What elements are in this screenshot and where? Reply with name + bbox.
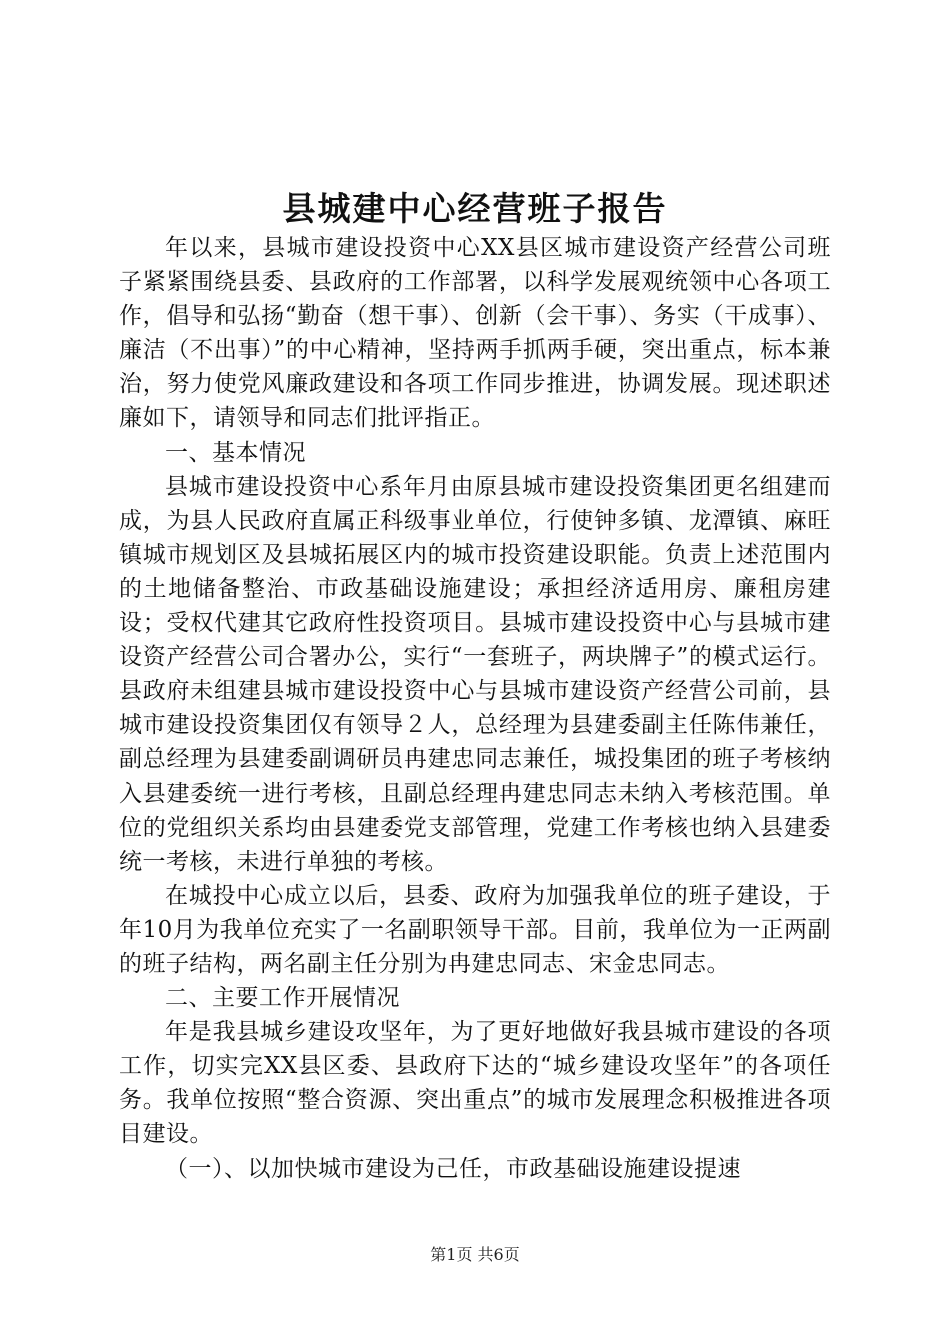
subsection-heading-1: （一）、以加快城市建设为己任，市政基础设施建设提速 — [165, 1155, 741, 1182]
paragraph-basic-info: 县城市建设投资中心系年月由原县城市建设投资集团更名组建而成，为县人民政府直属正科级事业单位，行使钟多镇、龙潭镇、麻旺镇城市规划区及县城拓展区内的城市投资建设职能。负责上述范围内的土地储备整治、市政基础设施建设；承担经济适用房、廉租房建设；受权代建其它政府性投资项目。县城市建设投资中心与县城市建设资产经营公司合署办公，实行“一套班子，两块牌子”的模式运行。县政府未组建县城市建设投资中心与县城市建设资产经营公司前，县城市建设投资集团仅有领导２人，总经理为县建委副主任陈伟兼任，副总经理为县建委副调研员冉建忠同志兼任，城投集团的班子考核纳入县建委统一进行考核，且副总经理冉建忠同志未纳入考核范围。单位的党组织关系均由县建委党支部管理，党建工作考核也纳入县建委统一考核，未进行单独的考核。 — [119, 473, 831, 875]
document-body — [119, 231, 831, 1186]
section-heading-main-work: 二、主要工作开展情况 — [165, 985, 400, 1012]
document-title: 县城建中心经营班子报告 — [282, 189, 668, 228]
paragraph-main-work: 年是我县城乡建设攻坚年，为了更好地做好我县城市建设的各项工作，切实完XX县区委、县政府下达的“城乡建设攻坚年”的各项任务。我单位按照“整合资源、突出重点”的城市发展理念积极推进各项目建设。 — [119, 1019, 831, 1148]
paragraph-leadership: 在城投中心成立以后，县委、政府为加强我单位的班子建设，于年10月为我单位充实了一名副职领导干部。目前，我单位为一正两副的班子结构，两名副主任分别为冉建忠同志、宋金忠同志。 — [119, 882, 831, 977]
paragraph-intro: 年以来，县城市建设投资中心XX县区城市建设资产经营公司班子紧紧围绕县委、县政府的工作部署，以科学发展观统领中心各项工作，倡导和弘扬“勤奋（想干事）、创新（会干事）、务实（干成事）、廉洁（不出事）”的中心精神，坚持两手抓两手硬，突出重点，标本兼治，努力使党风廉政建设和各项工作同步推进，协调发展。现述职述廉如下，请领导和同志们批评指正。 — [119, 235, 831, 432]
page-footer: 第1页 共6页 — [430, 1245, 520, 1264]
section-heading-basic-info: 一、基本情况 — [165, 439, 306, 466]
